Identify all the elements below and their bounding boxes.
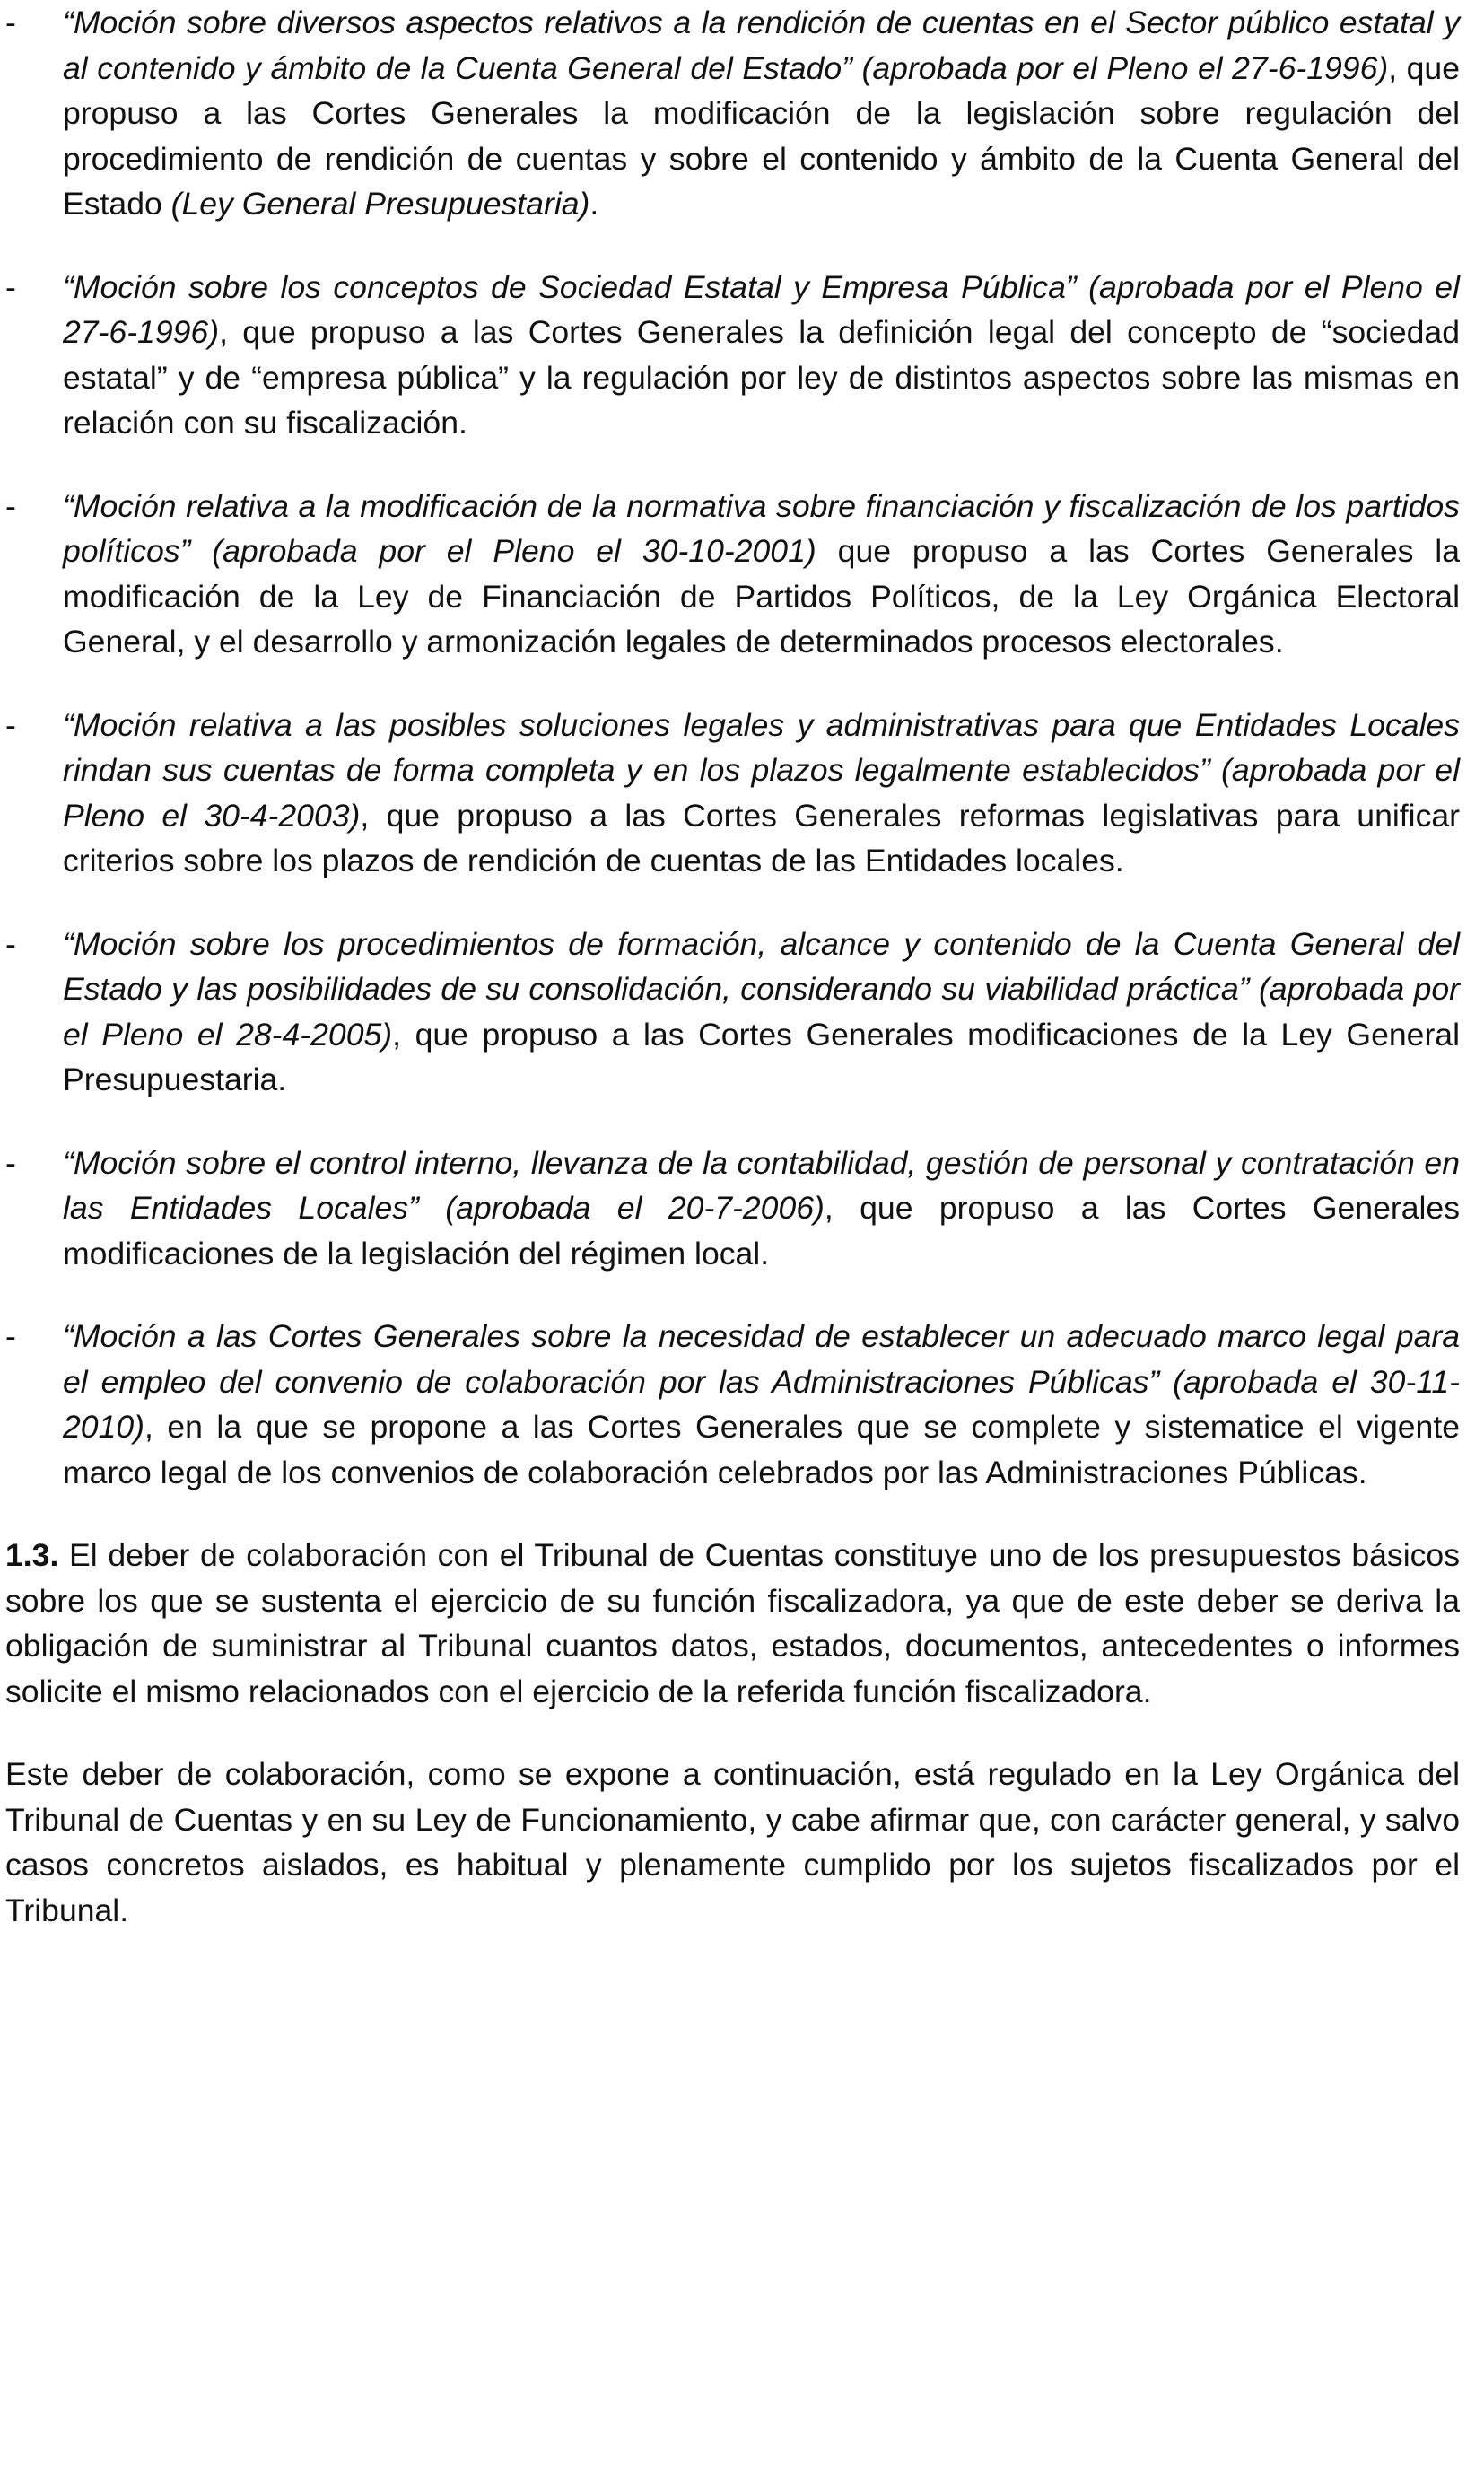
motion-end: . xyxy=(589,186,599,222)
motion-description: , que propuso a las Cortes Generales la modificación de la legislación sobre regulación del procedimiento de rendición de cuentas y sobre el contenido y ámbito de la Cuenta General del Estado xyxy=(63,49,1460,222)
list-item xyxy=(5,484,1460,665)
list-item xyxy=(5,703,1460,884)
motion-description: , que propuso a las Cortes Generales modificaciones de la legislación del régimen local. xyxy=(63,1190,1460,1272)
list-dash: - xyxy=(5,4,16,40)
list-dash: - xyxy=(5,1144,16,1181)
motion-description: , que propuso a las Cortes Generales la definición legal del concepto de “sociedad estatal” y de “empresa pública” y la regulación por ley de distintos aspectos sobre las mismas en relación con su fiscalización. xyxy=(63,314,1460,441)
motion-title: “Moción sobre los procedimientos de formación, alcance y contenido de la Cuenta General del Estado y las posibilidades de su consolidación, considerando su viabilidad práctica” (aprobada por el Pleno el 28-4-2005) xyxy=(63,925,1460,1053)
list-item xyxy=(5,265,1460,446)
list-dash: - xyxy=(5,925,16,962)
motion-title: “Moción sobre los conceptos de Sociedad Estatal y Empresa Pública” (aprobada por el Pleno el 27-6-1996) xyxy=(63,268,1460,350)
list-dash: - xyxy=(5,487,16,524)
list-dash: - xyxy=(5,1318,16,1354)
list-item xyxy=(5,922,1460,1103)
list-item xyxy=(5,1314,1460,1495)
list-dash: - xyxy=(5,268,16,305)
motion-title: “Moción a las Cortes Generales sobre la necesidad de establecer un adecuado marco legal para el empleo del convenio de colaboración por las Administraciones Públicas” (aprobada el 30-11-2010) xyxy=(63,1318,1460,1445)
closing-paragraph: Este deber de colaboración, como se expone a continuación, está regulado en la Ley Orgánica del Tribunal de Cuentas y en su Ley de Funcionamiento, y cabe afirmar que, con carácter general, y salvo casos concretos aislados, es habitual y plenamente cumplido por los sujetos fiscalizados por el Tribunal. xyxy=(5,1756,1460,1928)
section-text: El deber de colaboración con el Tribunal de Cuentas constituye uno de los presupuestos básicos sobre los que se sustenta el ejercicio de su función fiscalizadora, ya que de este deber se deriva la obligación de suministrar al Tribunal cuantos datos, estados, documentos, antecedentes o informes solicite el mismo relacionados con el ejercicio de la referida función fiscalizadora. xyxy=(5,1537,1460,1709)
motion-law-reference: (Ley General Presupuestaria) xyxy=(170,186,590,222)
motion-description: , que propuso a las Cortes Generales modificaciones de la Ley General Presupuestaria. xyxy=(63,1016,1460,1097)
section-number: 1.3. xyxy=(5,1537,59,1573)
motion-description: , que propuso a las Cortes Generales reformas legislativas para unificar criterios sobre los plazos de rendición de cuentas de las Entidades locales. xyxy=(63,797,1460,878)
list-dash: - xyxy=(5,706,16,743)
motion-title: “Moción sobre el control interno, llevanza de la contabilidad, gestión de personal y contratación en las Entidades Locales” (aprobada el 20-7-2006) xyxy=(63,1144,1460,1226)
list-item xyxy=(5,0,1460,227)
motion-title: “Moción sobre diversos aspectos relativos a la rendición de cuentas en el Sector público estatal y al contenido y ámbito de la Cuenta General del Estado” (aprobada por el Pleno el 27-6-1996) xyxy=(63,4,1460,86)
motions-list xyxy=(5,0,1460,1495)
motion-title: “Moción relativa a la modificación de la normativa sobre financiación y fiscalización de los partidos políticos” (aprobada por el Pleno el 30-10-2001) xyxy=(63,487,1460,569)
section-1-3-paragraph xyxy=(5,1533,1460,1714)
list-item xyxy=(5,1141,1460,1277)
motion-description: , en la que se propone a las Cortes Generales que se complete y sistematice el vigente marco legal de los convenios de colaboración celebrados por las Administraciones Públicas. xyxy=(63,1409,1460,1490)
motion-title: “Moción relativa a las posibles soluciones legales y administrativas para que Entidades Locales rindan sus cuentas de forma completa y en los plazos legalmente establecidos” (aprobada por el Pleno el 30-4-2003) xyxy=(63,706,1460,834)
motion-description: que propuso a las Cortes Generales la modificación de la Ley de Financiación de Partidos Políticos, de la Ley Orgánica Electoral General, y el desarrollo y armonización legales de determinados procesos electorales. xyxy=(63,533,1460,660)
